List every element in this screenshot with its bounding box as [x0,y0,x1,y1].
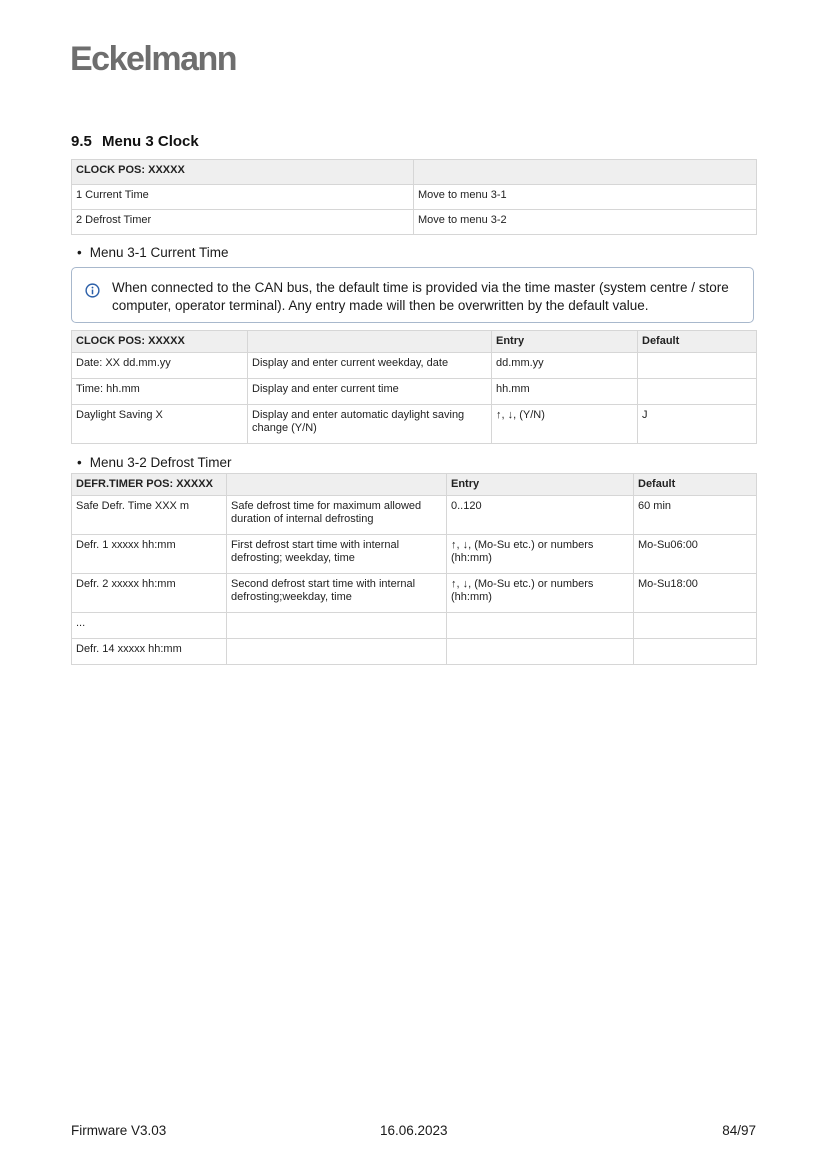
table-cell: 0..120 [447,496,634,535]
table-cell: Defr. 14 xxxxx hh:mm [72,639,227,665]
table-cell: dd.mm.yy [492,353,638,379]
table-cell: ↑, ↓, (Mo-Su etc.) or numbers (hh:mm) [447,535,634,574]
table-row [72,185,757,210]
table-cell: ↑, ↓, (Mo-Su etc.) or numbers (hh:mm) [447,574,634,613]
table-row [72,639,757,665]
section-heading [71,133,199,150]
table-cell [447,639,634,665]
table-cell: Display and enter current time [248,379,492,405]
table-row [72,353,757,379]
table-header-cell [227,474,447,496]
table-cell: ↑, ↓, (Y/N) [492,405,638,444]
table-header-cell: Default [634,474,757,496]
table-cell: First defrost start time with internal defrosting; weekday, time [227,535,447,574]
table-cell [227,639,447,665]
table-cell: Move to menu 3-1 [414,185,757,210]
table-row [72,405,757,444]
table-cell: Safe defrost time for maximum allowed duration of internal defrosting [227,496,447,535]
footer-firmware-version: Firmware V3.03 [71,1123,167,1138]
table-cell: Date: XX dd.mm.yy [72,353,248,379]
bullet-dot: • [77,455,82,470]
table-row [72,496,757,535]
table-header-cell [248,331,492,353]
table-cell: Display and enter automatic daylight saving change (Y/N) [248,405,492,444]
footer-date: 16.06.2023 [380,1123,448,1138]
note-text: When connected to the CAN bus, the default time is provided via the time master (system centre / store computer, operator terminal). Any entry made will then be overwritten by the default value. [112,280,729,313]
table-cell [634,613,757,639]
table-row [72,574,757,613]
table-cell: Defr. 1 xxxxx hh:mm [72,535,227,574]
table-cell: 60 min [634,496,757,535]
table-cell: hh.mm [492,379,638,405]
table-cell: Daylight Saving X [72,405,248,444]
table-cell: Move to menu 3-2 [414,210,757,235]
table-cell: Second defrost start time with internal defrosting;weekday, time [227,574,447,613]
table-cell: J [638,405,757,444]
table-cell: 1 Current Time [72,185,414,210]
table-header-cell: Entry [447,474,634,496]
table-cell [447,613,634,639]
defrost-timer-table [71,473,757,665]
company-logo: Eckelmann [70,40,237,78]
bullet-dot: • [77,245,82,260]
section-number: 9.5 [71,133,92,150]
table-header-cell: Entry [492,331,638,353]
table-row [72,379,757,405]
current-time-table [71,330,757,444]
table-cell [638,353,757,379]
table-header-cell: CLOCK POS: XXXXX [72,331,248,353]
table-cell: Safe Defr. Time XXX m [72,496,227,535]
table-cell: Mo-Su18:00 [634,574,757,613]
table-cell: Time: hh.mm [72,379,248,405]
table-header-cell: Default [638,331,757,353]
table-row [72,613,757,639]
footer-page-number: 84/97 [722,1123,756,1138]
table-cell [638,379,757,405]
table-row [72,535,757,574]
table-row [72,210,757,235]
clock-menu-table [71,159,757,235]
info-icon [85,283,100,298]
table-cell [634,639,757,665]
table-header-cell: CLOCK POS: XXXXX [72,160,414,185]
bullet-text: Menu 3-1 Current Time [89,245,229,260]
info-note-box [71,267,754,323]
table-cell: Defr. 2 xxxxx hh:mm [72,574,227,613]
table-cell: 2 Defrost Timer [72,210,414,235]
table-cell: Mo-Su06:00 [634,535,757,574]
table-header-cell: DEFR.TIMER POS: XXXXX [72,474,227,496]
table-header-row [72,331,757,353]
table-header-row [72,160,757,185]
table-cell [227,613,447,639]
bullet-item [77,455,232,470]
table-cell: ... [72,613,227,639]
bullet-text: Menu 3-2 Defrost Timer [89,455,232,470]
table-header-cell [414,160,757,185]
section-title: Menu 3 Clock [102,133,199,150]
table-header-row [72,474,757,496]
table-cell: Display and enter current weekday, date [248,353,492,379]
bullet-item [77,245,229,260]
